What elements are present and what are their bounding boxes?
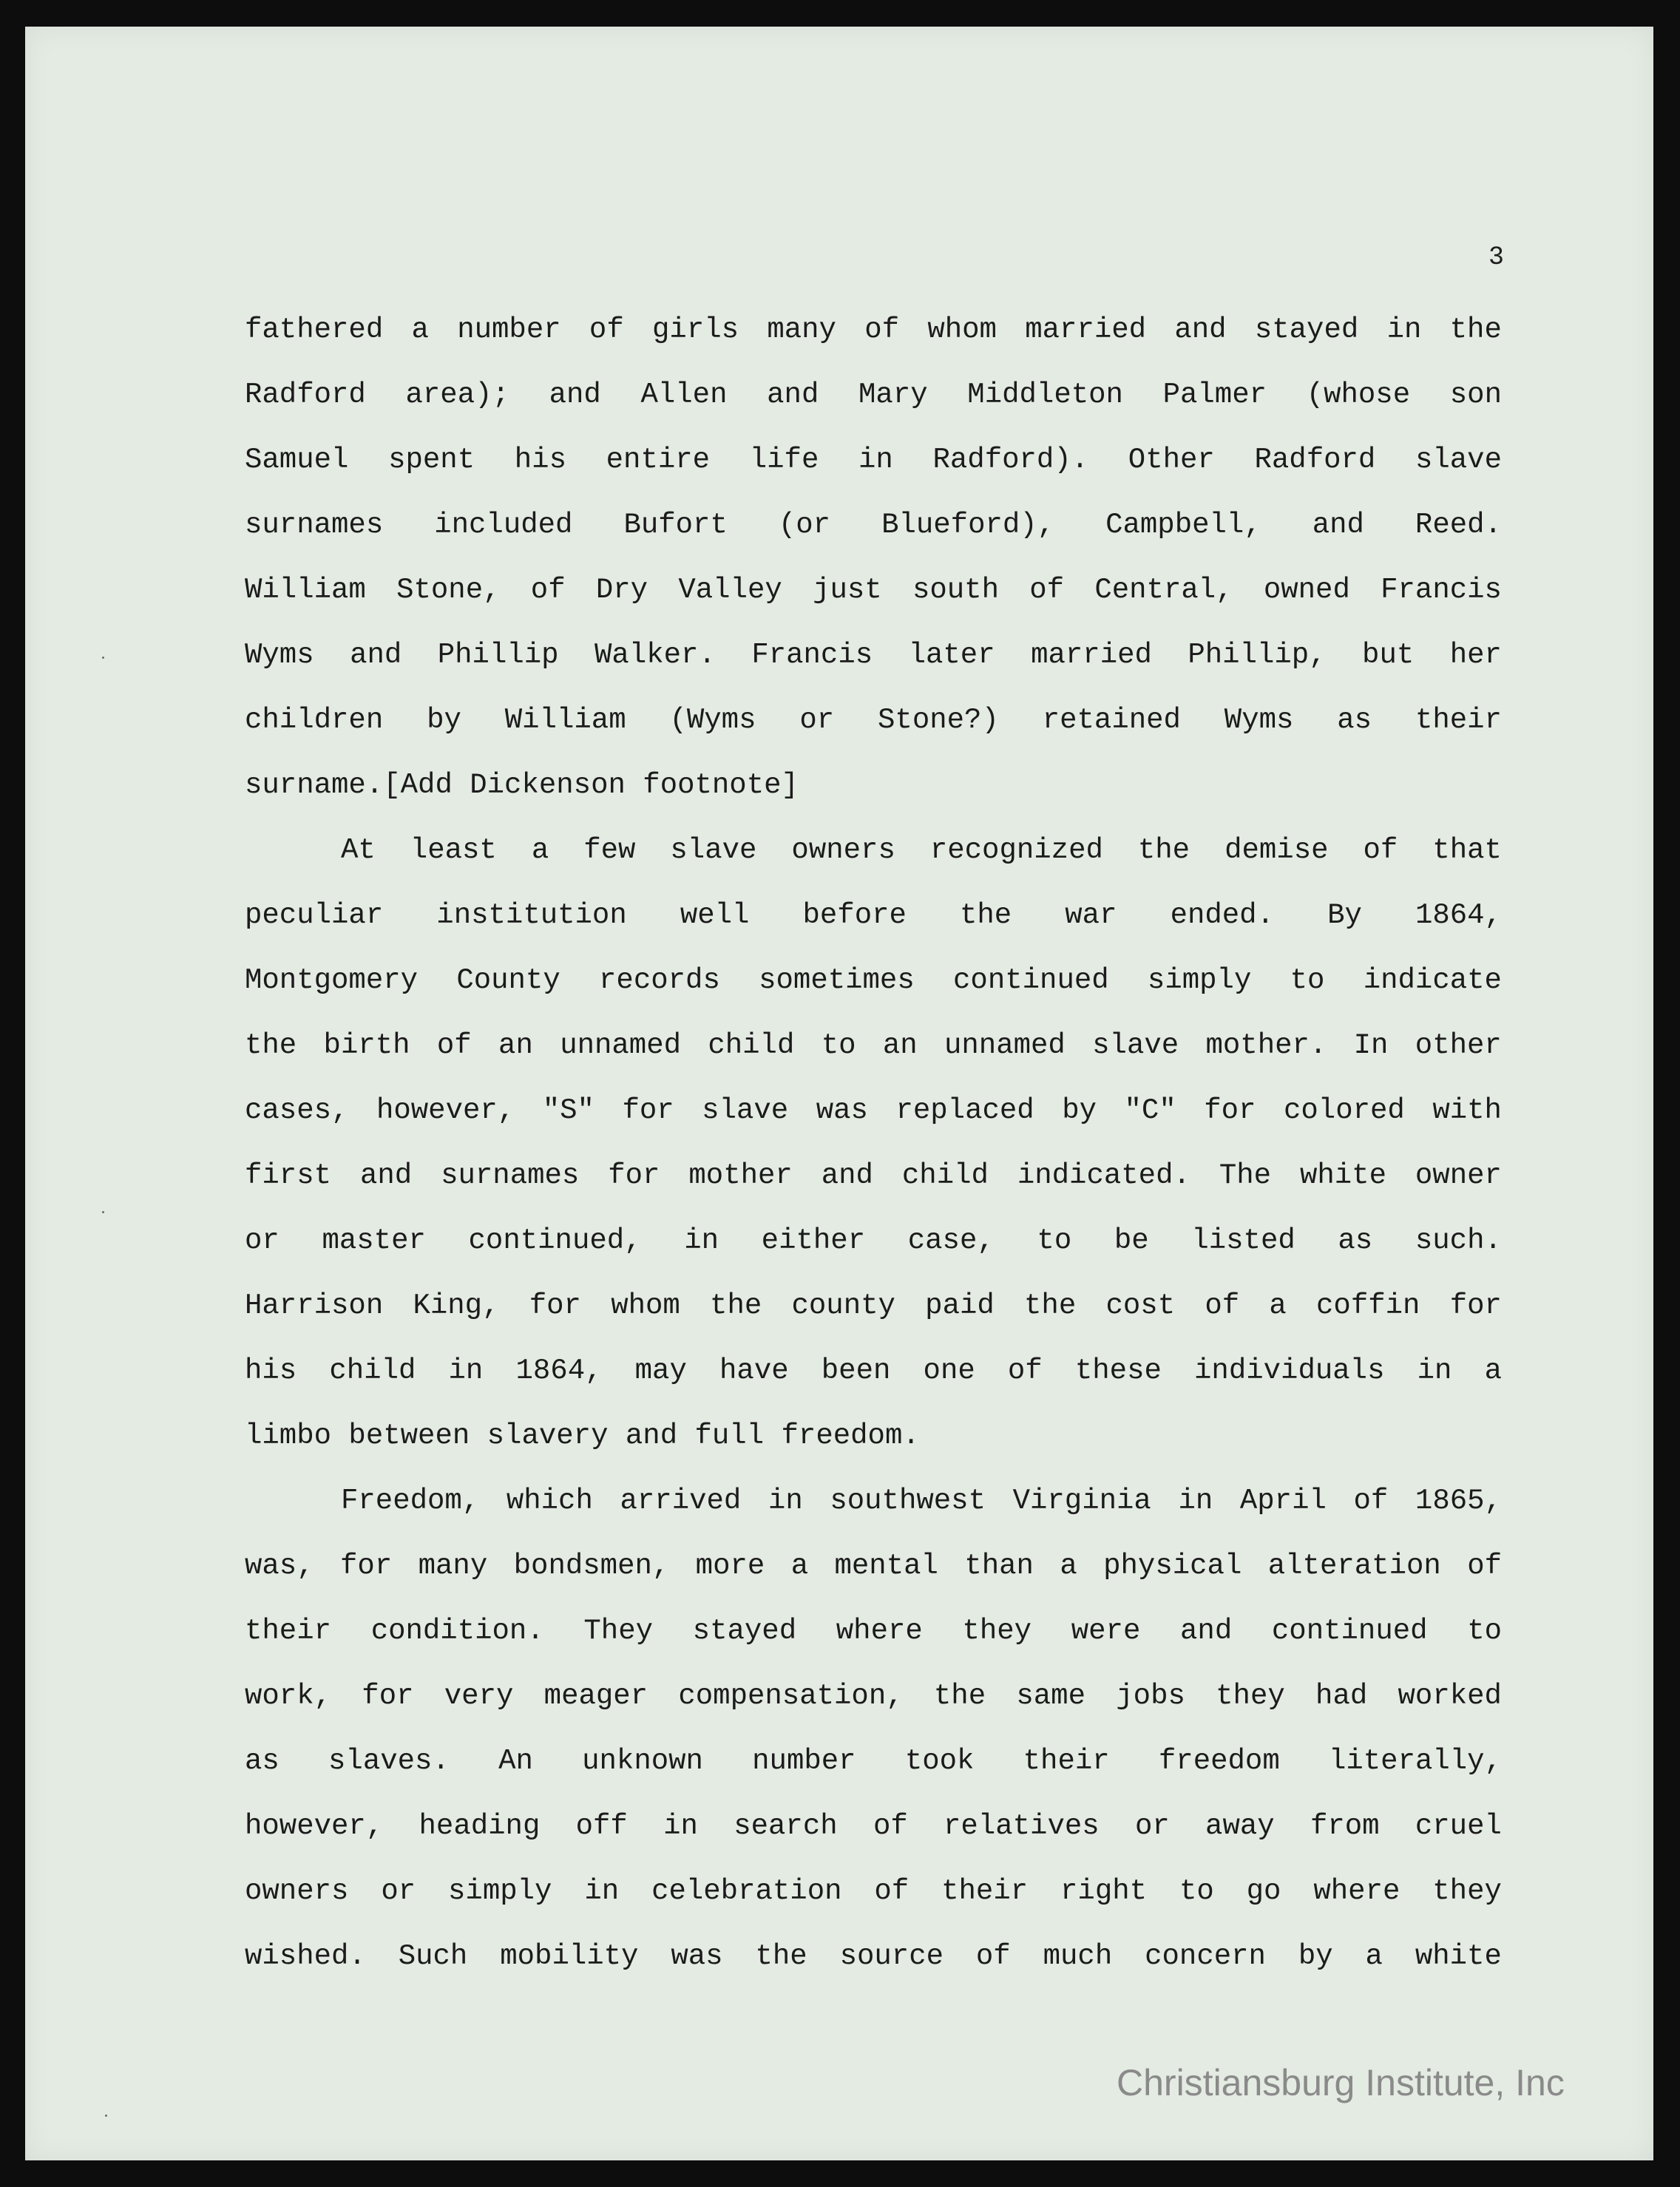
word: continued bbox=[1271, 1615, 1428, 1647]
word: search bbox=[734, 1810, 838, 1842]
word: or bbox=[245, 1224, 280, 1257]
word: ended. bbox=[1170, 899, 1274, 932]
word: unnamed bbox=[944, 1029, 1066, 1062]
word: white bbox=[1415, 1940, 1502, 1973]
word: replaced bbox=[895, 1094, 1034, 1127]
word: girls bbox=[652, 313, 739, 346]
word: individuals bbox=[1194, 1354, 1385, 1387]
document-page bbox=[25, 27, 1653, 2160]
word: in bbox=[684, 1224, 719, 1257]
word: An bbox=[498, 1745, 533, 1777]
word: mother. bbox=[1205, 1029, 1327, 1062]
word: in bbox=[1178, 1485, 1213, 1517]
word: from bbox=[1310, 1810, 1380, 1842]
word: physical bbox=[1103, 1550, 1242, 1582]
word: and bbox=[350, 639, 402, 671]
word: owner bbox=[1415, 1159, 1502, 1192]
word: may bbox=[634, 1354, 687, 1387]
word: away bbox=[1205, 1810, 1275, 1842]
word: arrived bbox=[620, 1485, 742, 1517]
word: alteration bbox=[1267, 1550, 1441, 1582]
word: listed bbox=[1191, 1224, 1295, 1257]
word: colored bbox=[1284, 1094, 1405, 1127]
word: slaves. bbox=[328, 1745, 450, 1777]
text-line bbox=[245, 1544, 1502, 1588]
word: surnames bbox=[245, 509, 384, 541]
word: to bbox=[1179, 1875, 1214, 1908]
word: their bbox=[941, 1875, 1029, 1908]
word: master bbox=[322, 1224, 426, 1257]
word: of bbox=[1363, 834, 1398, 867]
word: of bbox=[1007, 1354, 1043, 1387]
word: retained bbox=[1042, 704, 1181, 736]
word: of bbox=[1029, 574, 1065, 606]
word: number bbox=[457, 313, 561, 346]
page-number: 3 bbox=[1488, 243, 1504, 272]
word: of bbox=[1467, 1550, 1502, 1582]
word: Radford bbox=[245, 379, 366, 411]
word: recognized bbox=[929, 834, 1103, 867]
word: was bbox=[671, 1940, 723, 1973]
text-line bbox=[341, 828, 1502, 872]
text-line bbox=[245, 1934, 1502, 1979]
word: much bbox=[1043, 1940, 1113, 1973]
word: to bbox=[1467, 1615, 1502, 1647]
word: to bbox=[1037, 1224, 1072, 1257]
word: records bbox=[599, 964, 720, 997]
word: stayed bbox=[1254, 313, 1359, 346]
text-line bbox=[245, 633, 1502, 677]
word: cases, bbox=[245, 1094, 349, 1127]
word: of bbox=[864, 313, 900, 346]
word: had bbox=[1315, 1680, 1368, 1712]
word: married bbox=[1025, 313, 1147, 346]
word: than bbox=[964, 1550, 1034, 1582]
word: literally, bbox=[1328, 1745, 1502, 1777]
word: a bbox=[411, 313, 429, 346]
word: Radford). bbox=[932, 444, 1089, 476]
word: continued bbox=[953, 964, 1109, 997]
word: by bbox=[427, 704, 461, 736]
word: Samuel bbox=[245, 444, 349, 476]
word: and bbox=[1312, 509, 1364, 541]
word: in bbox=[768, 1485, 803, 1517]
word: and bbox=[549, 379, 601, 411]
word: County bbox=[456, 964, 560, 997]
word: continued, bbox=[468, 1224, 642, 1257]
word: in bbox=[1386, 313, 1422, 346]
word: April bbox=[1239, 1485, 1327, 1517]
text-line bbox=[245, 308, 1502, 352]
word: the bbox=[1137, 834, 1190, 867]
word: where bbox=[836, 1615, 923, 1647]
word: same bbox=[1016, 1680, 1085, 1712]
word: either bbox=[761, 1224, 866, 1257]
word: and bbox=[767, 379, 819, 411]
word: meager bbox=[543, 1680, 648, 1712]
word: in bbox=[448, 1354, 484, 1387]
word: 1864, bbox=[515, 1354, 603, 1387]
word: been bbox=[821, 1354, 891, 1387]
word: were bbox=[1071, 1615, 1141, 1647]
word: Francis bbox=[1381, 574, 1502, 606]
word: Wyms bbox=[1224, 704, 1294, 736]
word: mother bbox=[688, 1159, 793, 1192]
word: Phillip bbox=[437, 639, 559, 671]
word: an bbox=[882, 1029, 918, 1062]
text-line: limbo between slavery and full freedom. bbox=[245, 1420, 920, 1452]
word: war bbox=[1065, 899, 1117, 932]
word: by bbox=[1298, 1940, 1333, 1973]
word: in bbox=[1417, 1354, 1452, 1387]
word: the bbox=[933, 1680, 986, 1712]
word: number bbox=[752, 1745, 856, 1777]
text-line bbox=[245, 1739, 1502, 1783]
word: By bbox=[1327, 899, 1362, 932]
text-line bbox=[245, 698, 1502, 742]
word: they bbox=[962, 1615, 1032, 1647]
word: of bbox=[530, 574, 566, 606]
word: these bbox=[1074, 1354, 1162, 1387]
word: Freedom, bbox=[341, 1485, 480, 1517]
word: the bbox=[960, 899, 1012, 932]
word: slave bbox=[1415, 444, 1502, 476]
word: for bbox=[622, 1094, 674, 1127]
word: off bbox=[575, 1810, 628, 1842]
word: (Wyms bbox=[669, 704, 756, 736]
word: Allen bbox=[640, 379, 728, 411]
text-line bbox=[245, 1609, 1502, 1653]
word: a bbox=[1269, 1289, 1287, 1322]
word: just bbox=[813, 574, 882, 606]
word: owned bbox=[1263, 574, 1350, 606]
word: 1864, bbox=[1415, 899, 1502, 932]
word: well bbox=[680, 899, 750, 932]
word: Blueford), bbox=[881, 509, 1055, 541]
word: fathered bbox=[245, 313, 384, 346]
word: first bbox=[245, 1159, 332, 1192]
text-line bbox=[245, 1284, 1502, 1328]
word: spent bbox=[388, 444, 475, 476]
word: southwest bbox=[830, 1485, 986, 1517]
word: married bbox=[1031, 639, 1152, 671]
watermark-text: Christiansburg Institute, Inc bbox=[1117, 2062, 1565, 2103]
word: south bbox=[912, 574, 999, 606]
word: their bbox=[1023, 1745, 1110, 1777]
word: that bbox=[1432, 834, 1502, 867]
word: however, bbox=[376, 1094, 515, 1127]
word: whom bbox=[611, 1289, 680, 1322]
word: many bbox=[418, 1550, 488, 1582]
word: many bbox=[767, 313, 836, 346]
word: his bbox=[245, 1354, 297, 1387]
text-line bbox=[245, 958, 1502, 1003]
word: or bbox=[799, 704, 835, 736]
word: to bbox=[1290, 964, 1325, 997]
text-line: surname.[Add Dickenson footnote] bbox=[245, 769, 799, 801]
word: least bbox=[410, 834, 497, 867]
word: a bbox=[1365, 1940, 1383, 1973]
word: mental bbox=[834, 1550, 938, 1582]
word: children bbox=[245, 704, 384, 736]
word: bondsmen, bbox=[513, 1550, 670, 1582]
paper-speck bbox=[102, 657, 104, 659]
word: "S" bbox=[542, 1094, 595, 1127]
word: institution bbox=[436, 899, 627, 932]
word: they bbox=[1432, 1875, 1502, 1908]
word: but bbox=[1362, 639, 1415, 671]
paper-speck bbox=[102, 1211, 104, 1213]
word: in bbox=[584, 1875, 620, 1908]
text-line bbox=[245, 1804, 1502, 1848]
word: wished. bbox=[245, 1940, 366, 1973]
word: few bbox=[583, 834, 636, 867]
word: indicate bbox=[1363, 964, 1502, 997]
word: sometimes bbox=[759, 964, 915, 997]
word: cost bbox=[1105, 1289, 1176, 1322]
text-line bbox=[245, 1869, 1502, 1913]
word: 1865, bbox=[1415, 1485, 1502, 1517]
word: later bbox=[908, 639, 995, 671]
word: Dry bbox=[595, 574, 648, 606]
word: a bbox=[790, 1550, 809, 1582]
word: of bbox=[873, 1810, 908, 1842]
word: paid bbox=[925, 1289, 995, 1322]
word: Such bbox=[398, 1940, 468, 1973]
word: for bbox=[529, 1289, 581, 1322]
word: Bufort bbox=[623, 509, 728, 541]
word: condition. bbox=[370, 1615, 544, 1647]
word: William bbox=[245, 574, 366, 606]
word: They bbox=[583, 1615, 654, 1647]
word: owners bbox=[791, 834, 895, 867]
word: included bbox=[434, 509, 573, 541]
text-line bbox=[245, 373, 1502, 417]
text-line bbox=[245, 1088, 1502, 1133]
word: area); bbox=[405, 379, 509, 411]
word: in bbox=[858, 444, 893, 476]
word: jobs bbox=[1116, 1680, 1185, 1712]
word: Walker. bbox=[595, 639, 716, 671]
word: have bbox=[719, 1354, 789, 1387]
word: Central, bbox=[1094, 574, 1233, 606]
word: coffin bbox=[1316, 1289, 1420, 1322]
word: or bbox=[381, 1875, 416, 1908]
word: worked bbox=[1398, 1680, 1502, 1712]
word: surnames bbox=[441, 1159, 580, 1192]
word: In bbox=[1353, 1029, 1389, 1062]
word: of bbox=[975, 1940, 1011, 1973]
word: very bbox=[444, 1680, 514, 1712]
word: (or bbox=[778, 509, 831, 541]
word: owners bbox=[245, 1875, 349, 1908]
text-line bbox=[245, 1023, 1502, 1068]
word: mobility bbox=[500, 1940, 639, 1973]
word: (whose bbox=[1306, 379, 1411, 411]
word: Montgomery bbox=[245, 964, 419, 997]
word: birth bbox=[323, 1029, 410, 1062]
word: Stone, bbox=[396, 574, 501, 606]
word: was, bbox=[245, 1550, 314, 1582]
word: for bbox=[362, 1680, 414, 1712]
word: stayed bbox=[692, 1615, 797, 1647]
text-line bbox=[245, 1674, 1502, 1718]
word: concern bbox=[1145, 1940, 1266, 1973]
word: the bbox=[245, 1029, 297, 1062]
word: by bbox=[1062, 1094, 1097, 1127]
word: heading bbox=[419, 1810, 541, 1842]
word: unknown bbox=[582, 1745, 703, 1777]
word: and bbox=[359, 1159, 413, 1192]
word: right bbox=[1060, 1875, 1148, 1908]
word: William bbox=[504, 704, 626, 736]
word: where bbox=[1313, 1875, 1400, 1908]
word: took bbox=[904, 1745, 975, 1777]
word: of bbox=[436, 1029, 472, 1062]
word: The bbox=[1219, 1159, 1272, 1192]
word: Francis bbox=[751, 639, 873, 671]
word: Radford bbox=[1254, 444, 1376, 476]
word: simply bbox=[1147, 964, 1252, 997]
word: Other bbox=[1128, 444, 1215, 476]
word: son bbox=[1449, 379, 1502, 411]
text-line bbox=[245, 438, 1502, 482]
word: "C" bbox=[1124, 1094, 1176, 1127]
word: whom bbox=[927, 313, 997, 346]
text-line bbox=[245, 1153, 1502, 1198]
word: King, bbox=[413, 1289, 500, 1322]
word: child bbox=[708, 1029, 795, 1062]
word: entire bbox=[606, 444, 711, 476]
word: Reed. bbox=[1415, 509, 1502, 541]
word: and bbox=[821, 1159, 873, 1192]
word: slave bbox=[1092, 1029, 1179, 1062]
word: a bbox=[1060, 1550, 1077, 1582]
word: slave bbox=[702, 1094, 789, 1127]
word: peculiar bbox=[245, 899, 384, 932]
word: for bbox=[608, 1159, 660, 1192]
word: a bbox=[1484, 1354, 1502, 1387]
word: they bbox=[1216, 1680, 1285, 1712]
word: the bbox=[1024, 1289, 1077, 1322]
word: for bbox=[1449, 1289, 1502, 1322]
word: go bbox=[1246, 1875, 1281, 1908]
word: county bbox=[791, 1289, 895, 1322]
text-line bbox=[341, 1479, 1502, 1523]
word: demise bbox=[1225, 834, 1329, 867]
paper-speck bbox=[105, 2115, 107, 2117]
word: of bbox=[1353, 1485, 1389, 1517]
word: work, bbox=[245, 1680, 332, 1712]
word: life bbox=[749, 444, 819, 476]
word: child bbox=[901, 1159, 989, 1192]
word: as bbox=[245, 1745, 280, 1777]
word: Mary bbox=[858, 379, 928, 411]
word: Wyms bbox=[245, 639, 314, 671]
word: relatives bbox=[944, 1810, 1100, 1842]
word: or bbox=[1134, 1810, 1170, 1842]
word: source bbox=[839, 1940, 944, 1973]
word: Phillip, bbox=[1188, 639, 1327, 671]
word: child bbox=[329, 1354, 416, 1387]
word: in bbox=[663, 1810, 698, 1842]
text-line bbox=[245, 1218, 1502, 1263]
word: before bbox=[802, 899, 907, 932]
word: more bbox=[695, 1550, 765, 1582]
word: to bbox=[821, 1029, 856, 1062]
word: celebration bbox=[651, 1875, 842, 1908]
word: case, bbox=[907, 1224, 995, 1257]
word: as bbox=[1338, 1224, 1373, 1257]
word: of bbox=[589, 313, 624, 346]
word: of bbox=[874, 1875, 910, 1908]
word: one bbox=[923, 1354, 975, 1387]
word: Campbell, bbox=[1105, 509, 1261, 541]
word: of bbox=[1205, 1289, 1240, 1322]
word: the bbox=[1449, 313, 1502, 346]
word: with bbox=[1432, 1094, 1502, 1127]
word: and bbox=[1180, 1615, 1233, 1647]
word: Stone?) bbox=[878, 704, 999, 736]
text-line bbox=[245, 568, 1502, 612]
word: Harrison bbox=[245, 1289, 384, 1322]
word: indicated. bbox=[1017, 1159, 1190, 1192]
word: slave bbox=[670, 834, 757, 867]
word: Virginia bbox=[1012, 1485, 1151, 1517]
word: At bbox=[341, 834, 376, 867]
text-line bbox=[245, 893, 1502, 937]
word: as bbox=[1337, 704, 1372, 736]
word: the bbox=[710, 1289, 762, 1322]
word: Middleton bbox=[967, 379, 1123, 411]
word: their bbox=[245, 1615, 332, 1647]
word: compensation, bbox=[678, 1680, 904, 1712]
word: Palmer bbox=[1162, 379, 1267, 411]
text-line bbox=[245, 1349, 1502, 1393]
word: the bbox=[755, 1940, 807, 1973]
word: however, bbox=[245, 1810, 384, 1842]
word: which bbox=[506, 1485, 593, 1517]
word: his bbox=[514, 444, 566, 476]
word: a bbox=[531, 834, 549, 867]
word: their bbox=[1415, 704, 1502, 736]
word: for bbox=[1204, 1094, 1256, 1127]
word: and bbox=[1174, 313, 1227, 346]
word: such. bbox=[1415, 1224, 1502, 1257]
word: cruel bbox=[1415, 1810, 1502, 1842]
text-line bbox=[245, 503, 1502, 547]
word: simply bbox=[448, 1875, 552, 1908]
word: be bbox=[1114, 1224, 1149, 1257]
word: freedom bbox=[1158, 1745, 1280, 1777]
word: white bbox=[1299, 1159, 1386, 1192]
word: for bbox=[340, 1550, 393, 1582]
word: unnamed bbox=[560, 1029, 682, 1062]
word: her bbox=[1449, 639, 1502, 671]
word: was bbox=[816, 1094, 868, 1127]
word: Valley bbox=[678, 574, 782, 606]
word: an bbox=[498, 1029, 533, 1062]
word: other bbox=[1415, 1029, 1502, 1062]
